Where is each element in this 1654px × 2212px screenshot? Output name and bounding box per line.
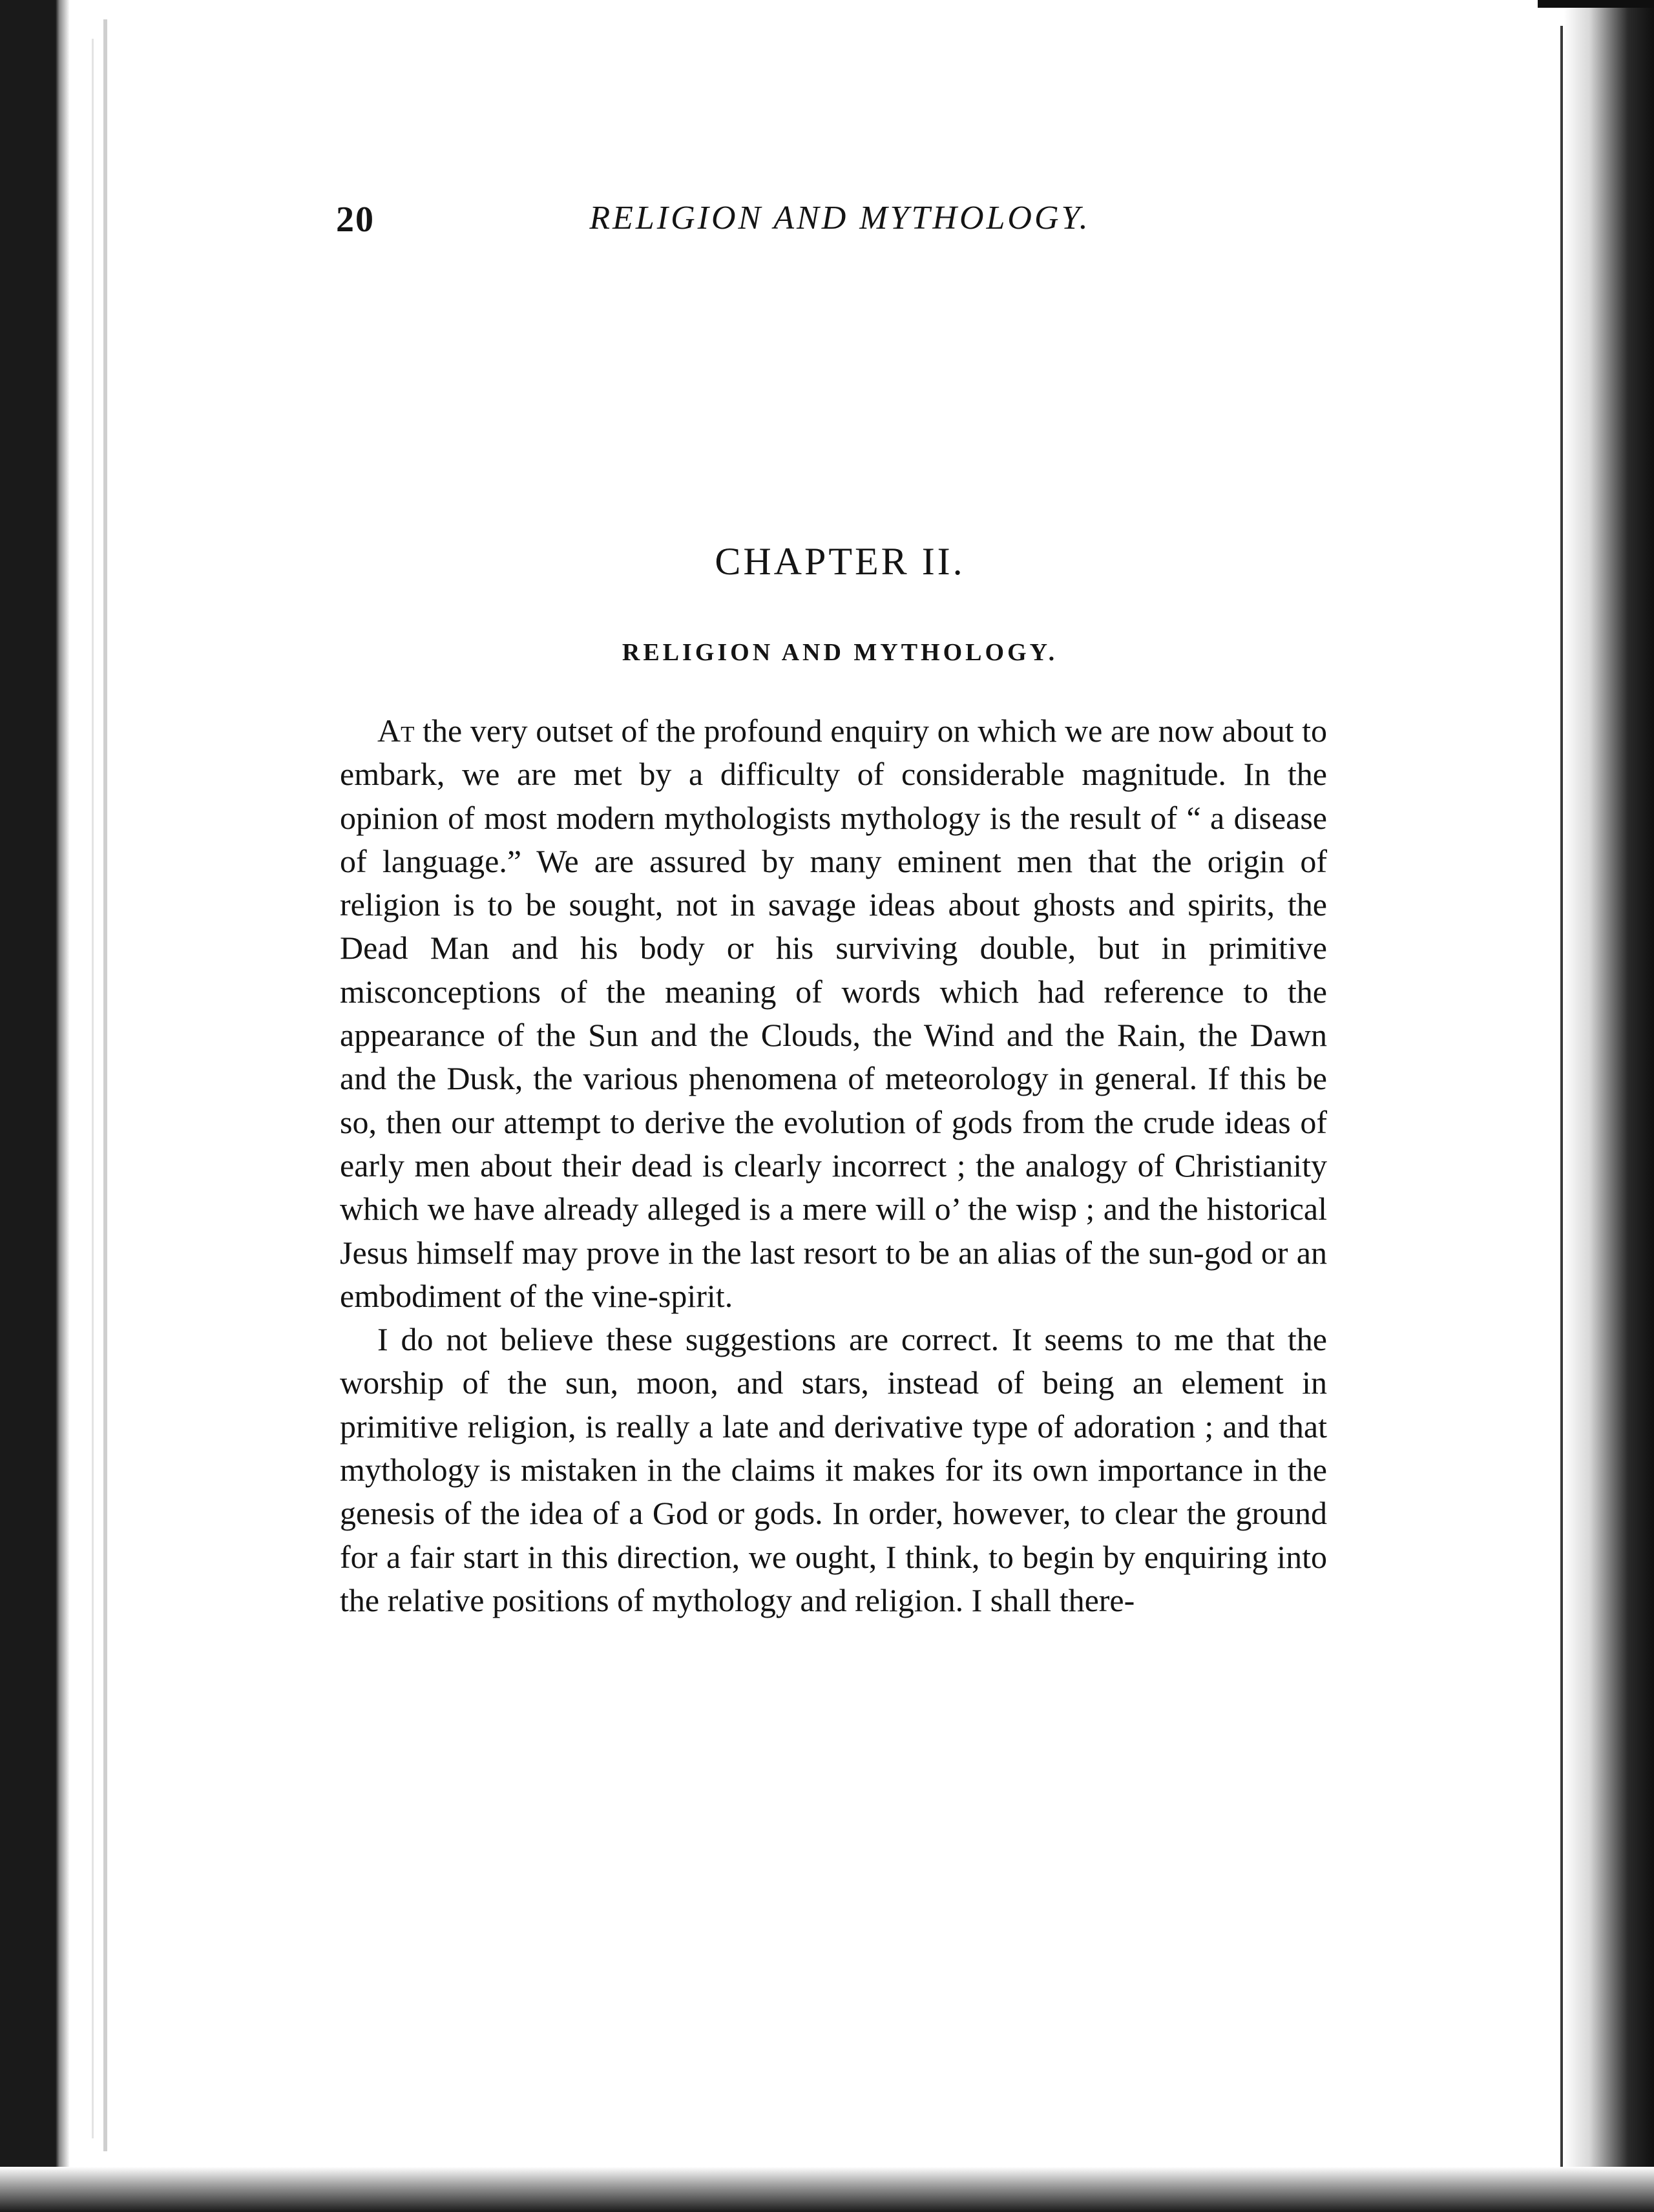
scan-line-left-inner bbox=[92, 39, 94, 2138]
chapter-subtitle: RELIGION AND MYTHOLOGY. bbox=[622, 639, 1058, 666]
chapter-title: CHAPTER II. bbox=[715, 540, 965, 583]
scan-border-right bbox=[1564, 0, 1654, 2212]
page-number: 20 bbox=[336, 200, 375, 240]
paragraph-1-lead: At bbox=[377, 713, 415, 749]
paragraph-2-text: I do not believe these suggestions are correct. It seems to me that the worship of the sun, moon, and stars, instead of being an element in primitive religion, is really a late and derivative type of adoration ; and that mythology is mistaken in the claims it makes for its own importance in the genesis of the idea of a God or gods. In order, however, to clear the ground for a fair start in this direction, we ought, I think, to begin by enquiring into the relative positions of mythology and religion. I shall there- bbox=[340, 1321, 1327, 1618]
scan-border-top bbox=[1538, 0, 1654, 8]
paragraph-1 bbox=[340, 709, 1327, 1318]
scan-border-bottom bbox=[0, 2167, 1654, 2212]
body-text bbox=[340, 709, 1327, 1622]
scan-line-left bbox=[103, 19, 107, 2151]
scan-line-right bbox=[1560, 26, 1563, 2184]
paragraph-2 bbox=[340, 1318, 1327, 1622]
page-header bbox=[336, 199, 1344, 244]
scan-border-left bbox=[0, 0, 70, 2212]
paragraph-1-text: the very outset of the profound enquiry on which we are now about to embark, we are met by a difficulty of considerable magnitude. In the opinion of most modern mythologists mythology is the result of “ a disease of language.” We are assured by many eminent men that the origin of religion is to be sought, not in savage ideas about ghosts and spirits, the Dead Man and his body or his surviving double, but in primitive misconceptions of the meaning of words which had reference to the appearance of the Sun and the Clouds, the Wind and the Rain, the Dawn and the Dusk, the various phenomena of meteorology in general. If this be so, then our attempt to derive the evolution of gods from the crude ideas of early men about their dead is clearly incorrect ; the analogy of Christianity which we have already alleged is a mere will o’ the wisp ; and the historical Jesus himself may prove in the last resort to be an alias of the sun-god or an embodiment of the vine-spirit. bbox=[340, 713, 1327, 1314]
running-head: RELIGION AND MYTHOLOGY. bbox=[589, 200, 1091, 236]
